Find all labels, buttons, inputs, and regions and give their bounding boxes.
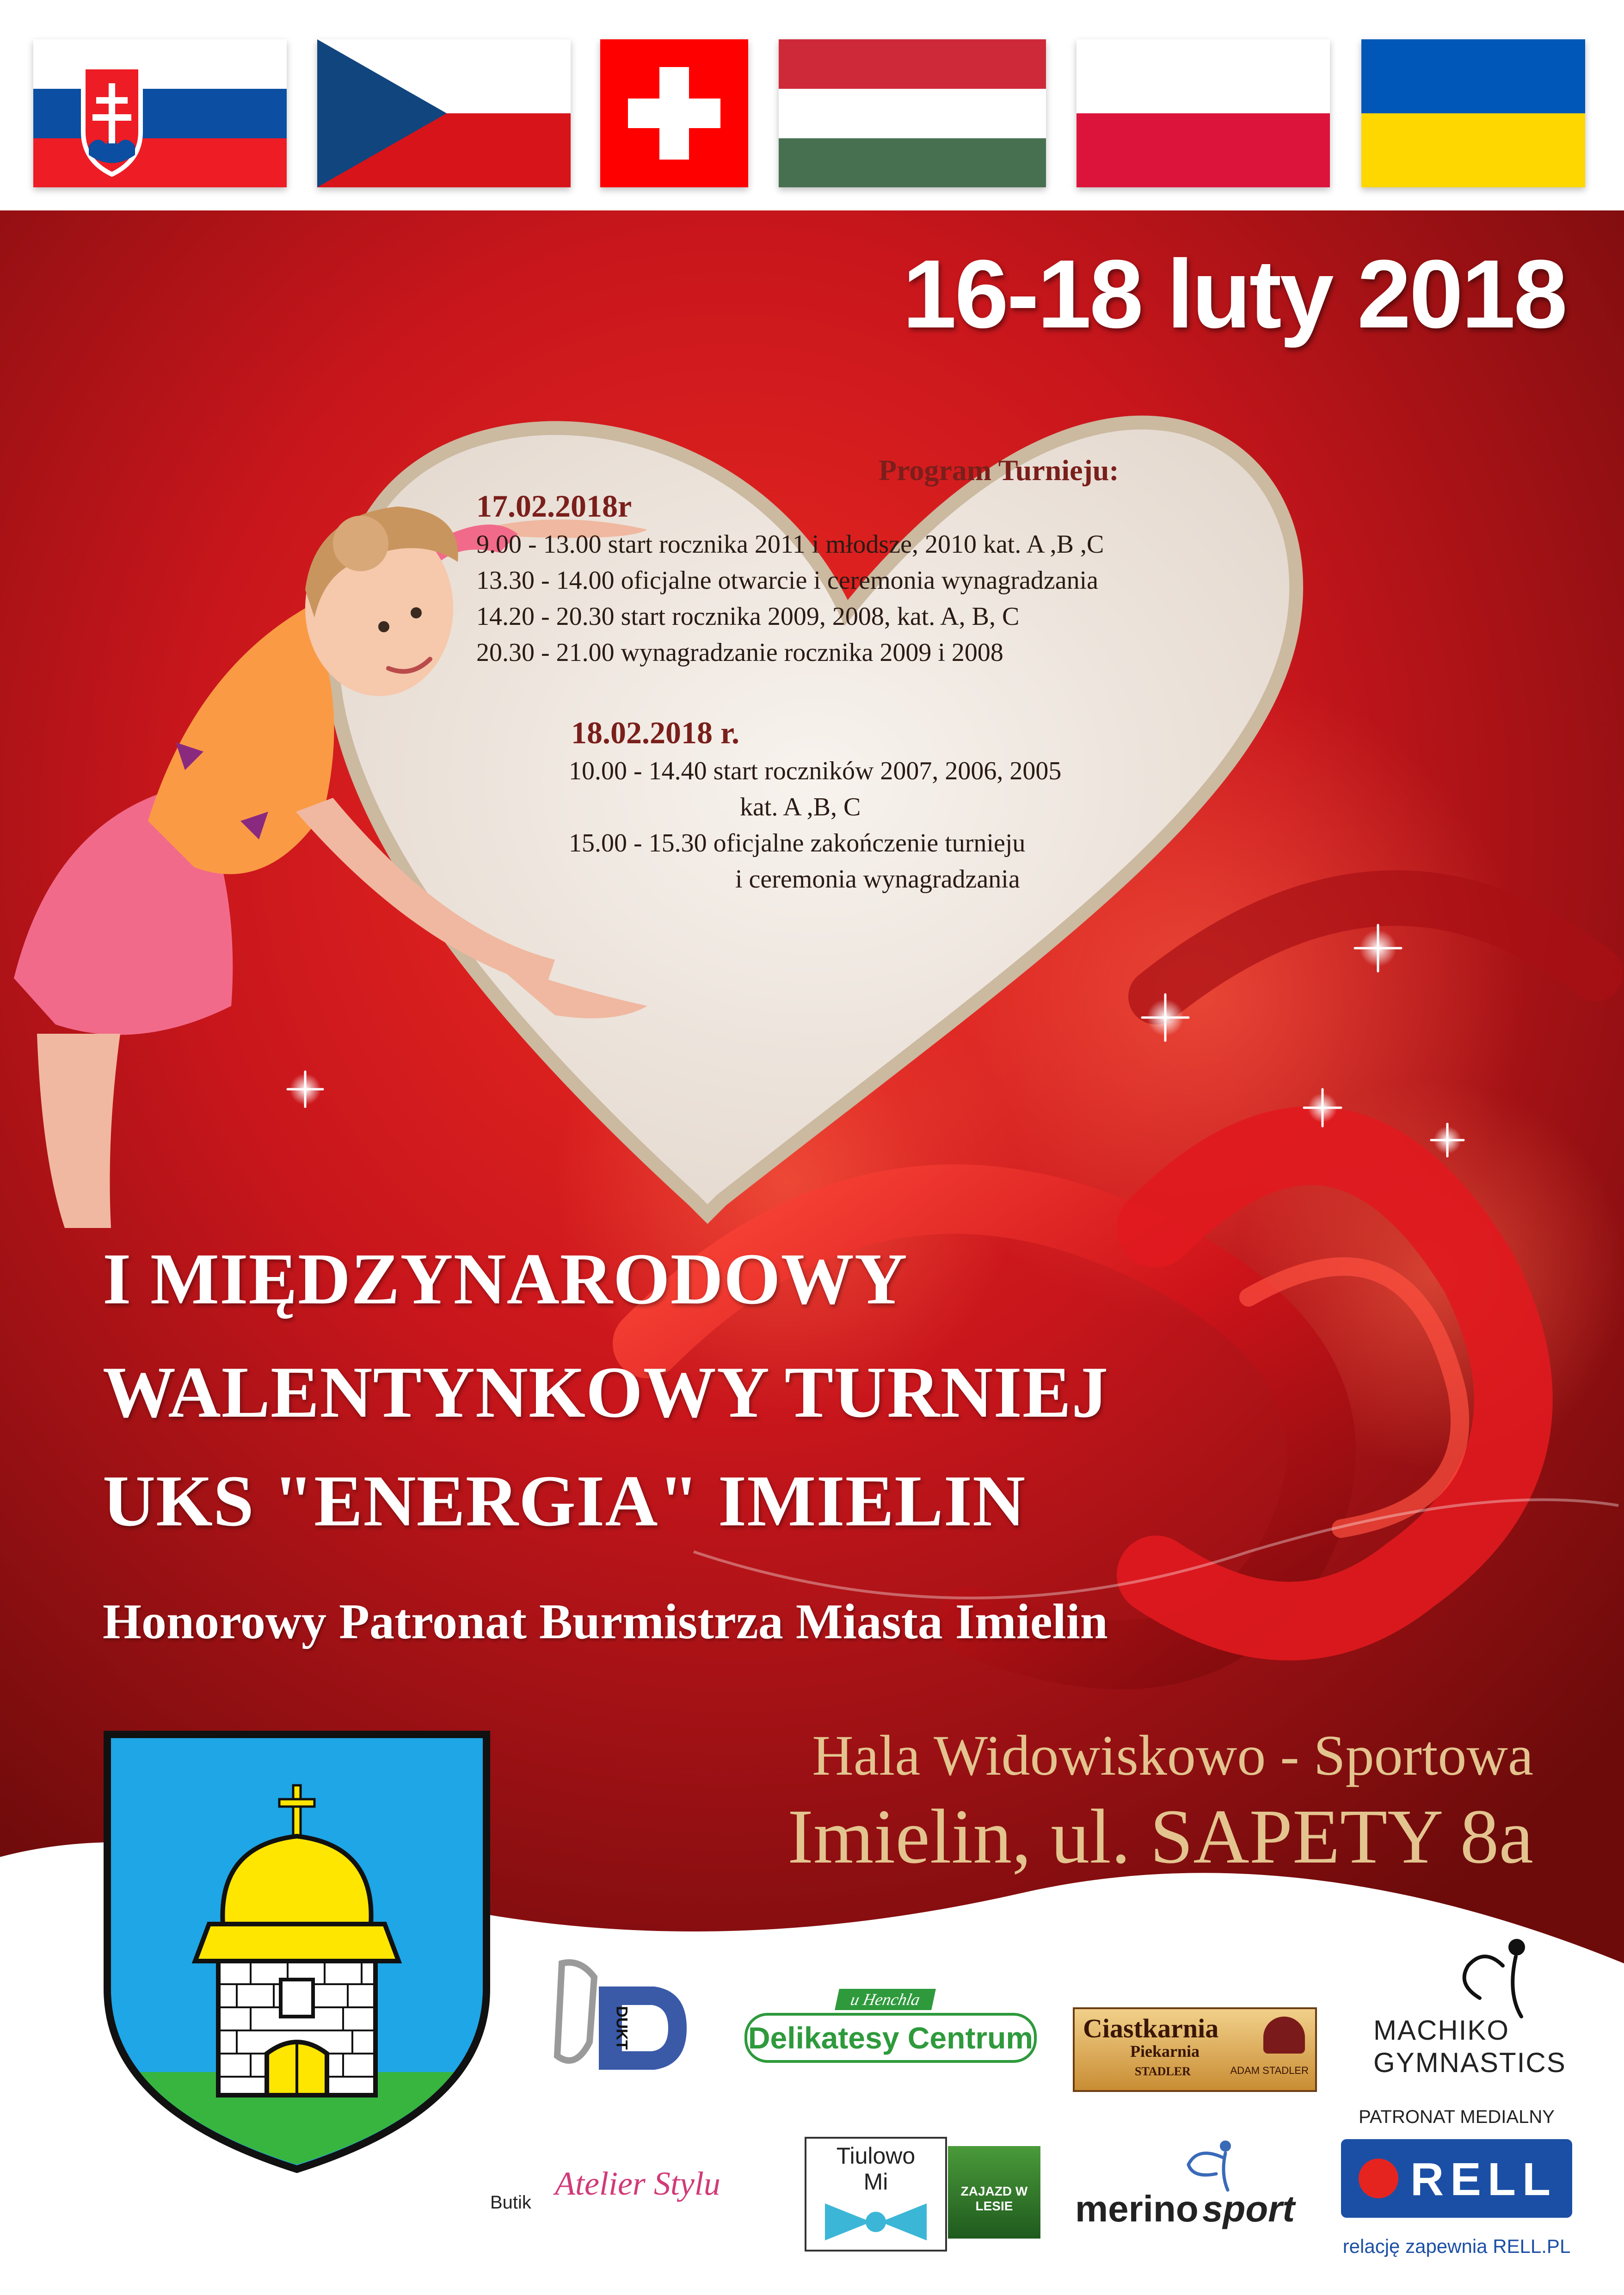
ciastkarnia-line-2: Piekarnia	[1130, 2042, 1200, 2061]
rell-footer: relację zapewnia RELL.PL	[1342, 2235, 1571, 2257]
program-day-1-line: 9.00 - 13.00 start rocznika 2011 i młodsze, 2010 kat. A ,B ,C	[476, 530, 1104, 559]
bow-tie-icon	[806, 2199, 945, 2245]
patronage-line: Honorowy Patronat Burmistrza Miasta Imielin	[103, 1594, 1108, 1649]
media-patron-section	[1323, 2107, 1591, 2283]
program-day-1-line: 13.30 - 14.00 oficjalne otwarcie i ceremonia wynagradzania	[476, 566, 1098, 595]
flag-switzerland	[600, 39, 748, 187]
program-title: Program Turnieju:	[879, 454, 1119, 487]
rell-brand: RELL	[1410, 2153, 1557, 2205]
sponsor-butik-atelier-logo	[481, 2146, 749, 2229]
sponsor-merino-sport-logo	[1073, 2137, 1304, 2239]
sponsor-delikatesy-centrum-logo	[740, 1989, 1045, 2067]
sponsor-tiulowo-mi-logo	[805, 2137, 947, 2252]
sponsor-zajazd-logo	[948, 2146, 1040, 2239]
sponsor-dukt-logo	[548, 1950, 696, 2088]
flag-poland	[1077, 39, 1330, 187]
merino-gymnast-icon	[1179, 2137, 1272, 2192]
dukt-text: DUKT	[613, 2006, 631, 2050]
ciastkarnia-crest-icon	[1263, 2017, 1305, 2054]
machiko-line-1: MACHIKO	[1373, 2015, 1510, 2046]
program-day-2-line: kat. A ,B, C	[740, 793, 861, 821]
flag-hungary	[779, 39, 1046, 187]
zajazd-text: ZAJAZD W LESIE	[960, 2184, 1028, 2213]
event-title-line-2: WALENTYNKOWY TURNIEJ	[103, 1352, 1109, 1433]
venue-address: Imielin, ul. SAPETY 8a	[787, 1794, 1533, 1880]
butik-label: Butik	[490, 2192, 531, 2213]
program-day-2-line: i ceremonia wynagradzania	[735, 865, 1020, 894]
machiko-gymnast-icon	[1369, 1929, 1572, 2021]
program-day-1-line: 20.30 - 21.00 wynagradzanie rocznika 2009 i 2008	[476, 638, 1003, 667]
tiulowo-line-1: Tiulowo	[836, 2143, 916, 2169]
sponsor-ciastkarnia-logo	[1073, 2007, 1317, 2092]
flag-slovakia	[33, 39, 287, 187]
program-day-2-line: 10.00 - 14.40 start roczników 2007, 2006, 2005	[569, 757, 1062, 785]
event-title-line-1: I MIĘDZYNARODOWY	[103, 1239, 908, 1320]
event-date: 16-18 luty 2018	[902, 240, 1566, 348]
flag-czech-republic	[317, 39, 571, 187]
rell-dot-icon	[1359, 2159, 1398, 2198]
venue-name: Hala Widowiskowo - Sportowa	[812, 1724, 1533, 1787]
ciastkarnia-line-3: STADLER	[1135, 2065, 1191, 2078]
program-day-2-line: 15.00 - 15.30 oficjalne zakończenie turnieju	[569, 829, 1026, 858]
ciastkarnia-line-4: ADAM STADLER	[1230, 2065, 1309, 2076]
machiko-line-2: GYMNASTICS	[1373, 2047, 1566, 2078]
event-title-line-3: UKS "ENERGIA" IMIELIN	[103, 1461, 1026, 1542]
program-day-1-line: 14.20 - 20.30 start rocznika 2009, 2008, kat. A, B, C	[476, 602, 1020, 631]
delikatesy-badge: u Henchla	[835, 1989, 936, 2010]
atelier-label: Atelier Stylu	[555, 2165, 720, 2202]
tiulowo-line-2: Mi	[863, 2169, 888, 2195]
sponsor-machiko-gymnastics-logo	[1369, 1929, 1572, 2086]
merino-part-1: merino	[1075, 2188, 1199, 2229]
media-patron-label: PATRONAT MEDIALNY	[1359, 2107, 1555, 2127]
merino-part-2: sport	[1202, 2188, 1295, 2229]
program-day-2-date: 18.02.2018 r.	[571, 715, 739, 750]
imielin-coat-of-arms	[103, 1730, 491, 2174]
ciastkarnia-line-1: Ciastkarnia	[1083, 2013, 1219, 2043]
flag-ukraine	[1361, 39, 1585, 187]
delikatesy-name: Delikatesy Centrum	[744, 2013, 1037, 2063]
rell-logo	[1341, 2139, 1572, 2218]
program-day-1-date: 17.02.2018r	[476, 488, 632, 524]
